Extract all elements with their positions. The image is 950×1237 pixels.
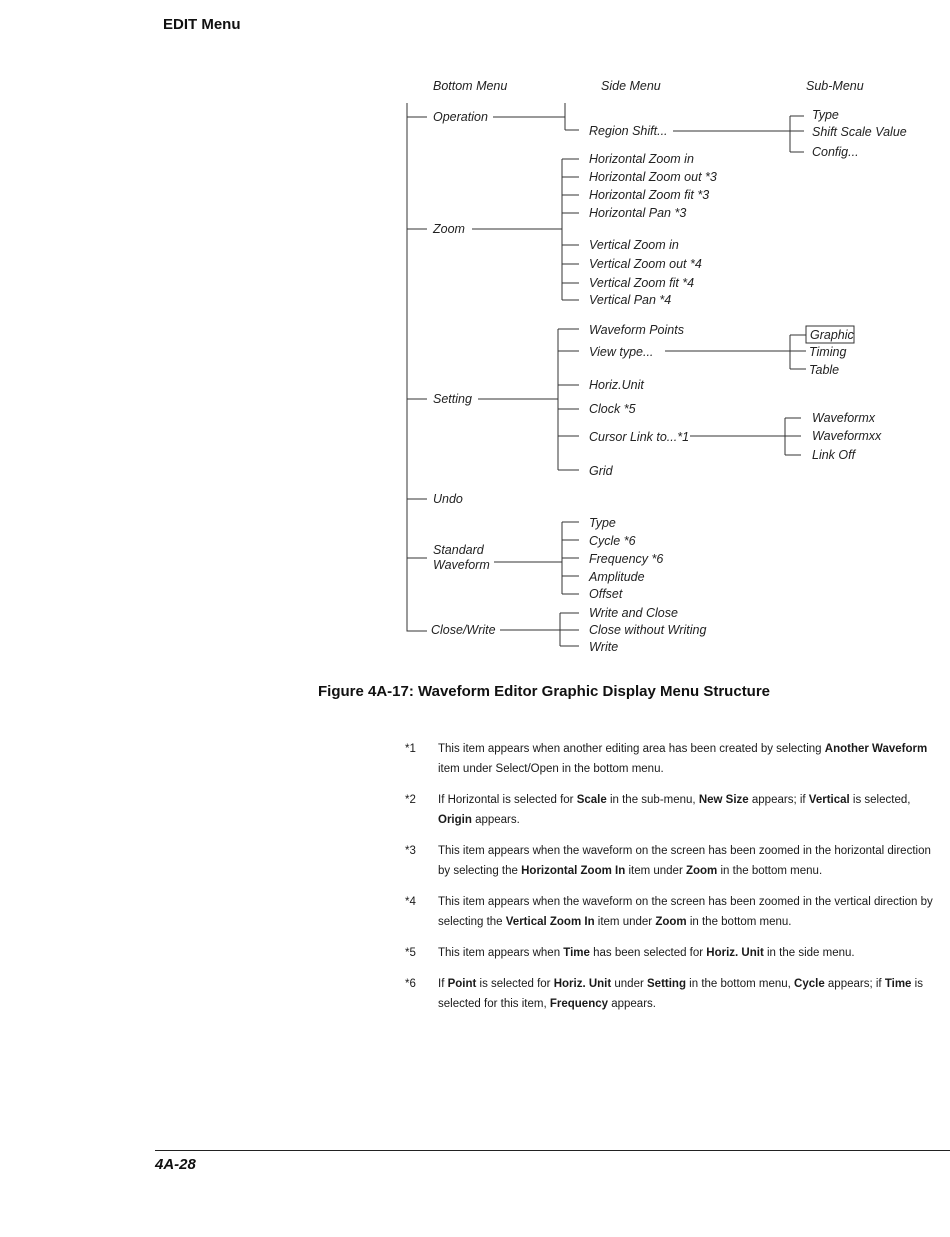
side-item-write: Write [589, 640, 619, 654]
footnote-bold-text: Vertical Zoom In [505, 916, 595, 928]
column-header-sub-menu: Sub-Menu [806, 79, 864, 93]
sub-item-type: Type [812, 108, 839, 122]
footnote-text-part: is selected for this item, [438, 978, 923, 1010]
footnote-text-part: under [611, 978, 647, 990]
footnote-bold-text: Horiz. Unit [706, 947, 764, 959]
footnote [405, 841, 935, 881]
bottom-item-close-write: Close/Write [431, 623, 496, 637]
side-item-close-without-writing: Close without Writing [589, 623, 707, 637]
side-item-waveform-points: Waveform Points [589, 323, 684, 337]
footnote-mark: *3 [405, 845, 416, 857]
footnote-text-part: appears; if [824, 978, 885, 990]
side-item-view-type: View type... [589, 345, 654, 359]
sub-item-graphic: Graphic [810, 328, 854, 342]
sub-item-waveformx: Waveformx [812, 411, 875, 425]
footnote-text [438, 974, 935, 1014]
side-item-frequency: Frequency *6 [589, 552, 664, 566]
side-item-cursor-link: Cursor Link to...*1 [589, 430, 690, 444]
footnote-bold-text: Zoom [685, 865, 718, 877]
bottom-item-standard-waveform-2: Waveform [433, 558, 490, 572]
footnote-text-part: appears. [608, 998, 656, 1010]
side-item-vertical-zoom-fit: Vertical Zoom fit *4 [589, 276, 695, 290]
footnote-bold-text: Horiz. Unit [553, 978, 612, 990]
sub-item-waveformxx: Waveformxx [812, 429, 882, 443]
side-item-cycle: Cycle *6 [589, 534, 636, 548]
footnotes [405, 739, 935, 1025]
footnote-text [438, 739, 935, 779]
footnote-text [438, 841, 935, 881]
sub-item-table: Table [809, 363, 840, 377]
side-item-horiz-unit: Horiz.Unit [589, 378, 644, 392]
side-item-vertical-zoom-in: Vertical Zoom in [589, 238, 679, 252]
section-header: EDIT Menu [163, 16, 241, 33]
bottom-item-zoom: Zoom [433, 222, 465, 236]
footnote-text-part: has been selected for [589, 947, 707, 959]
side-item-horizontal-zoom-fit: Horizontal Zoom fit *3 [589, 188, 710, 202]
footnote-text-part: item under [625, 865, 686, 877]
footnote-bold-text: New Size [698, 794, 749, 806]
side-item-horizontal-zoom-in: Horizontal Zoom in [589, 152, 694, 166]
footnote-bold-text: Time [884, 978, 912, 990]
side-item-offset: Offset [589, 587, 623, 601]
column-header-bottom-menu: Bottom Menu [433, 79, 508, 93]
footnote-text-part: This item appears when [438, 947, 564, 959]
footnote-text [438, 892, 935, 932]
footnote-bold-text: Vertical [808, 794, 850, 806]
footnote-text-part: This item appears when the waveform on the screen has been zoomed in the vertical direction by selecting the [438, 896, 933, 928]
bottom-item-operation: Operation [433, 110, 488, 124]
footnote-text-part: item under [594, 916, 656, 928]
footnote-mark: *4 [405, 896, 416, 908]
figure-caption: Figure 4A-17: Waveform Editor Graphic Display Menu Structure [318, 683, 771, 700]
footnote-bold-text: Cycle [794, 978, 825, 990]
footnote [405, 892, 935, 932]
footnote-mark: *2 [405, 794, 416, 806]
footnote-bold-text: Time [563, 947, 590, 959]
footnote-text-part: appears; if [748, 794, 809, 806]
footnote-mark: *5 [405, 947, 416, 959]
footnote-bold-text: Point [447, 978, 477, 990]
footnote-bold-text: Horizontal Zoom In [521, 865, 626, 877]
footnote-text [438, 943, 935, 963]
side-item-region-shift: Region Shift... [589, 124, 668, 138]
side-item-clock: Clock *5 [589, 402, 636, 416]
bottom-item-setting: Setting [433, 392, 472, 406]
side-item-vertical-zoom-out: Vertical Zoom out *4 [589, 257, 702, 271]
footnote-text-part: in the side menu. [763, 947, 855, 959]
footnote-mark: *6 [405, 978, 416, 990]
footnote-text-part: If Horizontal is selected for [438, 794, 577, 806]
side-item-type: Type [589, 516, 616, 530]
footnote-text-part: appears. [471, 814, 520, 826]
footnote [405, 943, 935, 963]
footnote-bold-text: Another Waveform [824, 743, 928, 755]
footnote-text-part: in the bottom menu. [686, 916, 792, 928]
side-item-write-and-close: Write and Close [589, 606, 678, 620]
side-item-vertical-pan: Vertical Pan *4 [589, 293, 672, 307]
footnote-bold-text: Scale [576, 794, 607, 806]
bottom-item-standard-waveform: Standard [433, 543, 484, 557]
side-item-amplitude: Amplitude [589, 570, 645, 584]
sub-item-shift-scale-value: Shift Scale Value [812, 125, 907, 139]
footnote-text-part: is selected for [476, 978, 554, 990]
footnote-bold-text: Origin [438, 814, 472, 826]
footnote-text-part: If [438, 978, 448, 990]
page-number: 4A-28 [155, 1156, 196, 1173]
side-item-horizontal-zoom-out: Horizontal Zoom out *3 [589, 170, 717, 184]
footnote-bold-text: Frequency [549, 998, 609, 1010]
column-header-side-menu: Side Menu [601, 79, 661, 93]
footnote-text-part: This item appears when another editing area has been created by selecting [438, 743, 825, 755]
footnote-text-part: in the sub-menu, [606, 794, 699, 806]
footnote [405, 790, 935, 830]
footnote-bold-text: Zoom [655, 916, 687, 928]
sub-item-timing: Timing [809, 345, 847, 359]
footer-rule [155, 1150, 950, 1151]
footnote-mark: *1 [405, 743, 416, 755]
footnote-text-part: is selected, [849, 794, 911, 806]
footnote-text-part: item under Select/Open in the bottom menu. [438, 763, 664, 775]
footnote [405, 739, 935, 779]
sub-item-config: Config... [812, 145, 859, 159]
footnote-text-part: in the bottom menu. [717, 865, 823, 877]
side-item-horizontal-pan: Horizontal Pan *3 [589, 206, 687, 220]
side-item-grid: Grid [589, 464, 613, 478]
footnote-text [438, 790, 935, 830]
sub-item-link-off: Link Off [812, 448, 856, 462]
bottom-item-undo: Undo [433, 492, 463, 506]
footnote [405, 974, 935, 1014]
footnote-text-part: This item appears when the waveform on the screen has been zoomed in the horizontal direction by selecting the [438, 845, 931, 877]
footnote-text-part: in the bottom menu, [685, 978, 795, 990]
footnote-bold-text: Setting [647, 978, 686, 990]
